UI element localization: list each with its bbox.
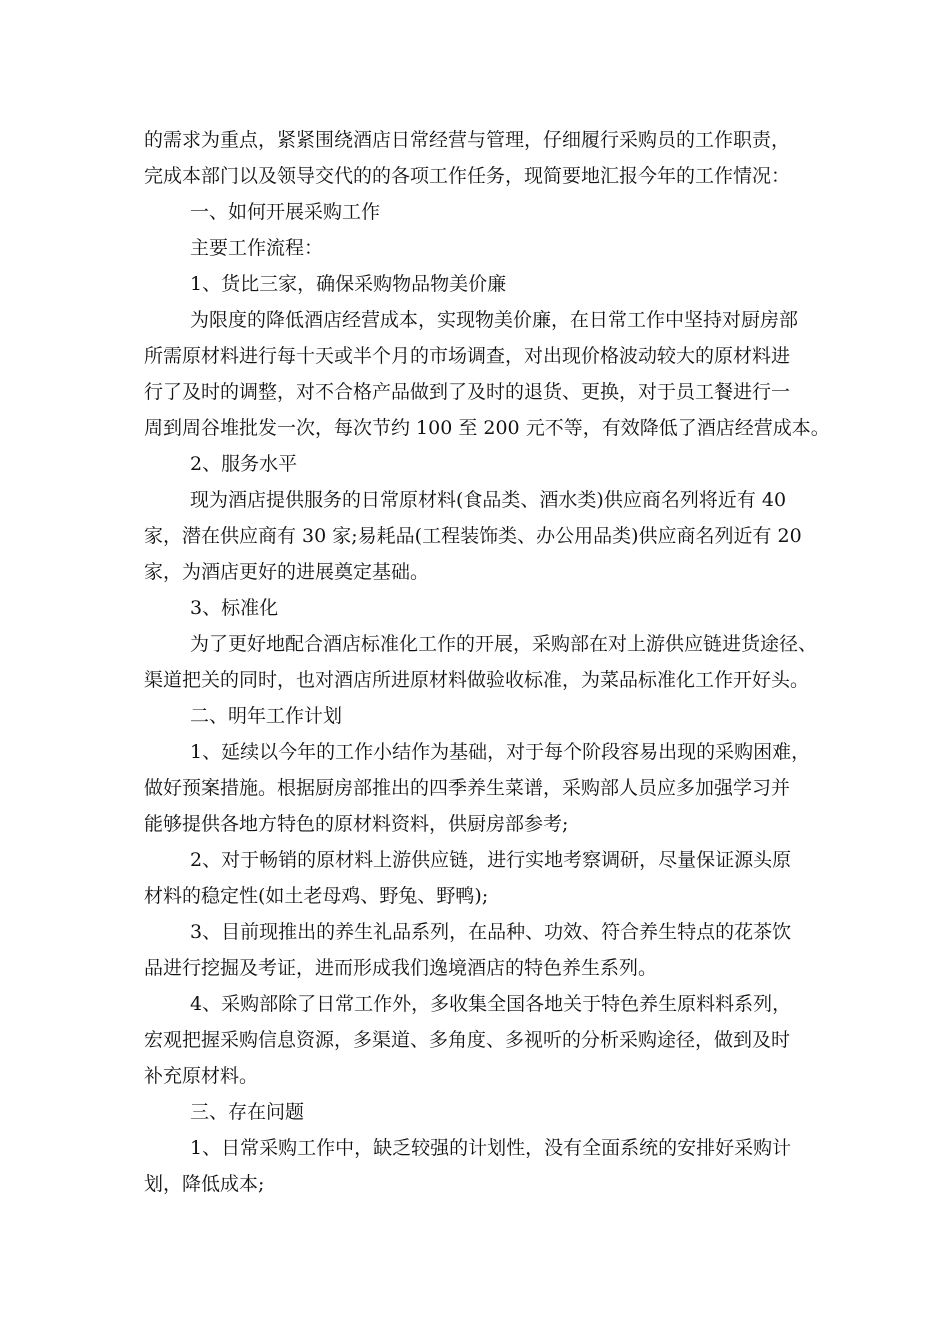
text-line: 宏观把握采购信息资源，多渠道、多角度、多视听的分析采购途径，做到及时 [144,1029,791,1051]
text-line: 的需求为重点，紧紧围绕酒店日常经营与管理，仔细履行采购员的工作职责， [144,129,791,151]
text-line: 能够提供各地方特色的原材料资料，供厨房部参考; [144,813,569,835]
text-line: 2、对于畅销的原材料上游供应链，进行实地考察调研，尽量保证源头原 [190,849,792,871]
text-line: 渠道把关的同时，也对酒店所进原材料做验收标准，为菜品标准化工作开好头。 [144,669,810,691]
subheading: 2、服务水平 [190,453,298,475]
text-line: 周到周谷堆批发一次，每次节约 100 至 200 元不等，有效降低了酒店经营成本。 [144,417,830,439]
subheading: 主要工作流程： [190,237,324,259]
text-line: 现为酒店提供服务的日常原材料(食品类、酒水类)供应商名列将近有 40 [190,489,787,511]
text-line: 做好预案措施。根据厨房部推出的四季养生菜谱，采购部人员应多加强学习并 [144,777,791,799]
text-line: 3、目前现推出的养生礼品系列，在品种、功效、符合养生特点的花茶饮 [190,921,792,943]
text-line: 1、日常采购工作中，缺乏较强的计划性，没有全面系统的安排好采购计 [190,1137,792,1159]
text-line: 为限度的降低酒店经营成本，实现物美价廉，在日常工作中坚持对厨房部 [190,309,799,331]
text-line: 家，潜在供应商有 30 家;易耗品(工程装饰类、办公用品类)供应商名列近有 20 [144,525,802,547]
text-line: 品进行挖掘及考证，进而形成我们逸境酒店的特色养生系列。 [144,957,658,979]
section-heading: 二、明年工作计划 [190,705,343,727]
text-line: 家，为酒店更好的进展奠定基础。 [144,561,430,583]
text-line: 1、延续以今年的工作小结作为基础，对于每个阶段容易出现的采购困难， [190,741,811,763]
section-heading: 一、如何开展采购工作 [190,201,381,223]
section-heading: 三、存在问题 [190,1101,305,1123]
text-line: 为了更好地配合酒店标准化工作的开展，采购部在对上游供应链进货途径、 [190,633,818,655]
text-line: 材料的稳定性(如土老母鸡、野兔、野鸭); [144,885,489,907]
text-line: 补充原材料。 [144,1065,259,1087]
subheading: 1、货比三家，确保采购物品物美价廉 [190,273,507,295]
text-line: 行了及时的调整，对不合格产品做到了及时的退货、更换，对于员工餐进行一 [144,381,791,403]
text-line: 4、采购部除了日常工作外，多收集全国各地关于特色养生原料料系列， [190,993,792,1015]
text-line: 所需原材料进行每十天或半个月的市场调查，对出现价格波动较大的原材料进 [144,345,791,367]
text-line: 完成本部门以及领导交代的的各项工作任务，现简要地汇报今年的工作情况： [144,165,791,187]
subheading: 3、标准化 [190,597,279,619]
text-line: 划，降低成本; [144,1173,265,1195]
